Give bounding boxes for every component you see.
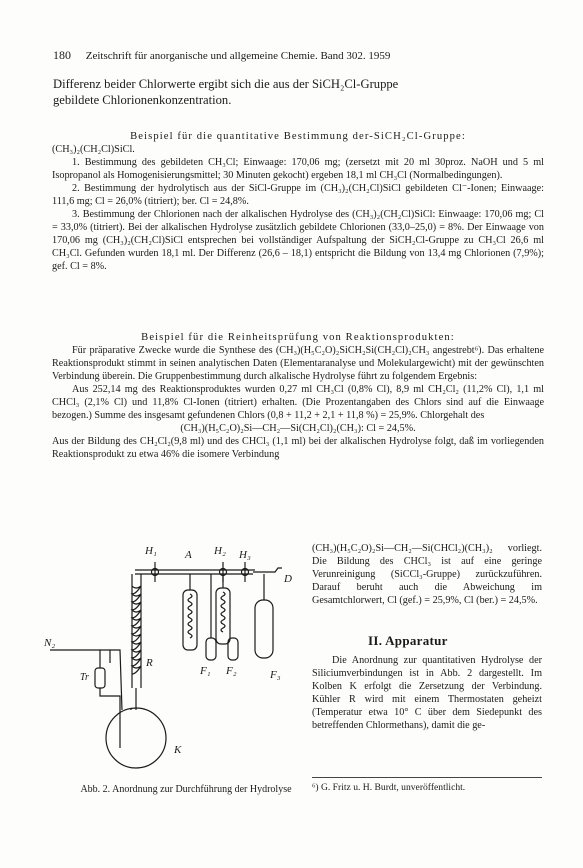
- page-number: 180: [53, 48, 71, 62]
- running-header: [53, 48, 533, 63]
- footnote-marker: ⁶): [312, 782, 319, 793]
- section-heading: Beispiel für die Reinheitsprüfung von Reaktionsprodukten:: [141, 332, 455, 343]
- label-f3: F₃: [270, 669, 281, 681]
- formula-line: (CH₃)(H₅C₂O)₂Si—CH₂—Si(CH₂Cl)₂(CH₃): Cl = 24,5%.: [180, 423, 416, 434]
- label-h3: H₃: [239, 549, 251, 561]
- narrow-column-text: [312, 542, 542, 607]
- intro-line: gebildete Chlorionenkonzentration.: [53, 93, 232, 107]
- apparatus-figure: [40, 538, 315, 783]
- paragraph: 1. Bestimmung des gebildeten CH₃Cl; Einwaage: 170,06 mg; (zersetzt mit 20 ml 30proz. NaOH und 5 ml Isopropanol als Homogenisierungsmittel; 30 Minuten gekocht) ergeben 18,1 ml CH₃Cl (Normalbedingungen).: [52, 157, 544, 181]
- figure-caption: Abb. 2. Anordnung zur Durchführung der Hydrolyse: [80, 784, 292, 795]
- label-f1: F₁: [200, 665, 211, 677]
- paragraph: Aus der Bildung des CH₂Cl₂(9,8 ml) und des CHCl₃ (1,1 ml) bei der alkalischen Hydrolyse folgt, daß im vorliegenden Reaktionsprodukt zu etwa 46% die isomere Verbindung: [52, 436, 544, 460]
- footnote-text: G. Fritz u. H. Burdt, unveröffentlicht.: [320, 782, 466, 793]
- apparatus-heading: II. Apparatur: [368, 633, 448, 648]
- label-a: A: [185, 549, 192, 561]
- paragraph: Die Anordnung zur quantitativen Hydrolyse der Siliciumverbindungen ist in Abb. 2 dargestellt. Im Kolben K erfolgt die Zersetzung der Verbindung. Kühler R wird mit einem Thermostaten geheizt (Temperatur etwa 10° C über dem Siedepunkt des betreffenden Chlormethans), damit die ge-: [312, 655, 542, 731]
- section-heading: Beispiel für die quantitative Bestimmung der-SiCH₂Cl-Gruppe:: [130, 131, 466, 142]
- flask-k: [106, 708, 166, 768]
- section-purity-test: [52, 331, 544, 461]
- paragraph: Für präparative Zwecke wurde die Synthese des (CH₃)(H₅C₂O)₂SiCH₂Si(CH₂Cl)₂CH₃ angestrebt⁶). Das erhaltene Reaktionsprodukt stimmt in seinen analytischen Daten (Elementaranalyse und Molekulargewicht) mit der gewünschten Verbindung überein. Die Gruppenbestimmung durch alkalische Hydrolyse führt zu folgendem Ergebnis:: [52, 345, 544, 382]
- paragraph: (CH₃)(H₅C₂O)₂Si—CH₂—Si(CHCl₂)(CH₃)₂ vorliegt. Die Bildung des CHCl₃ ist auf eine geringe Verunreinigung (SiCCl₃-Gruppe) zurückzuführen. Darauf beruht auch die Abweichung im Gesamtchlorwert, Cl (gef.) = 25,9%, Cl (ber.) = 24,5%.: [312, 543, 542, 606]
- label-f2: F₂: [226, 665, 237, 677]
- label-d: D: [284, 573, 292, 585]
- intro-text: [53, 76, 543, 108]
- drying-tube-d: [253, 568, 282, 572]
- condenser-coil: [132, 586, 141, 674]
- label-r: R: [146, 657, 153, 669]
- inlet-line: [100, 688, 120, 748]
- paragraph: 3. Bestimmung der Chlorionen nach der alkalischen Hydrolyse des (CH₃)₂(CH₂Cl)SiCl: Einwaage: 170,06 mg; Cl = 33,0% (titriert). Bei der alkalischen Hydrolyse zusätzlich gebildete Chlorionen (33,0–25,0) = 8%. Der Einwaage von 170,06 mg (CH₃)₂(CH₂Cl)SiCl entsprechen bei vollständiger Aufspaltung der SiCH₂Cl-Gruppe zu CH₃Cl 26,6 ml CH₃Cl. Gefunden wurden 18,1 ml. Der Differenz (26,6 – 18,1) entspricht die Bildung von 13,4 mg Chlorionen (7,9%); gef. Cl = 8%.: [52, 209, 544, 272]
- gas-burette-f3: [255, 600, 273, 658]
- label-h1: H₁: [145, 545, 157, 557]
- paragraph: 2. Bestimmung der hydrolytisch aus der SiCl-Gruppe im (CH₃)₂(CH₂Cl)SiCl gebildeten Cl⁻-Ionen; Einwaage: 111,6 mg; Cl = 26,0% (titriert); ber. Cl = 24,8%.: [52, 183, 544, 207]
- compound-formula: (CH₃)₂(CH₂Cl)SiCl.: [52, 144, 135, 155]
- section-quantitative: [52, 130, 544, 273]
- apparatus-text: [312, 654, 542, 732]
- journal-title: Zeitschrift für anorganische und allgemeine Chemie. Band 302. 1959: [85, 50, 391, 62]
- absorber-a: [183, 590, 197, 650]
- paragraph: Aus 252,14 mg des Reaktionsproduktes wurden 0,27 ml CH₃Cl (0,8% Cl), 8,9 ml CH₂Cl₂ (11,2% Cl), 1,1 ml CHCl₃ (2,1% Cl) und 11,8% Cl-Ionen (titriert) erhalten. (Die Prozentangaben des Chlors sind auf die Einwaage bezogen.) Summe des insgesamt gefundenen Chlors (0,8 + 11,2 + 2,1 + 11,8 %) = 25,9%. Chlorgehalt des: [52, 384, 544, 421]
- intro-line: Differenz beider Chlorwerte ergibt sich die aus der SiCH₂Cl-Gruppe: [53, 77, 399, 91]
- trap-tr: [95, 668, 105, 688]
- label-tr: Tr: [80, 672, 89, 683]
- nitrogen-inlet: [50, 650, 100, 668]
- label-h2: H₂: [214, 545, 226, 557]
- inlet-tube: [100, 650, 110, 663]
- flask-f1: [206, 638, 216, 660]
- label-k: K: [174, 744, 182, 756]
- footnote: [312, 777, 542, 794]
- label-n2: N₂: [44, 637, 56, 649]
